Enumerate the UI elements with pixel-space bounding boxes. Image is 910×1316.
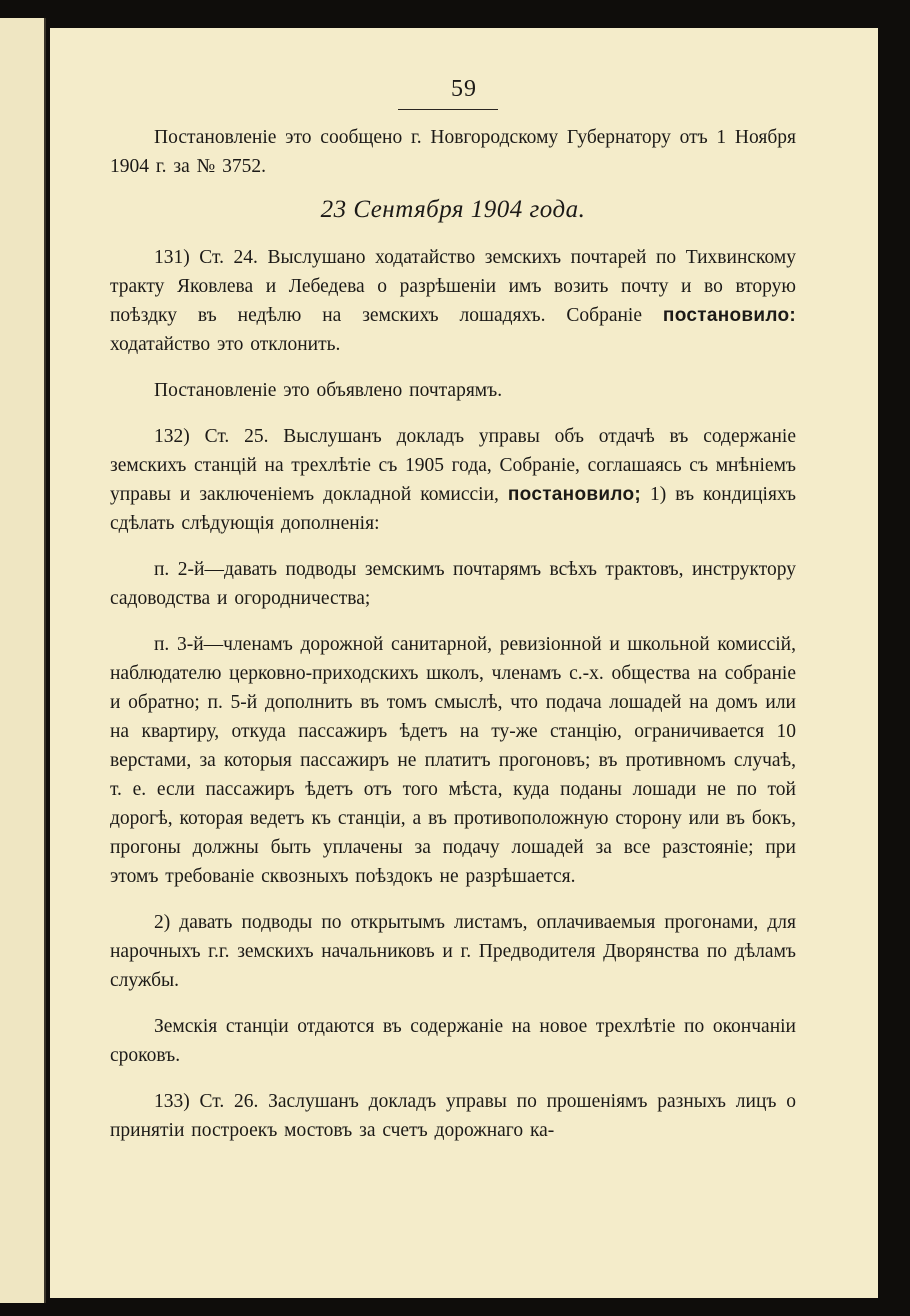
item-132-paragraph [110,422,796,538]
notification-paragraph: Постановленіе это сообщено г. Новгородскому Губернатору отъ 1 Ноября 1904 г. за № 3752. [110,127,796,177]
subpoint-2-paragraph: 2) давать подводы по открытымъ листамъ, оплачиваемыя прогонами, для нарочныхъ г.г. земскихъ начальниковъ и г. Предводителя Дворянства по дѣламъ службы. [110,912,796,991]
item-132-resolution: 1) въ кондиціяхъ сдѣлать слѣдующія дополненія: [110,484,796,534]
page-number: 59 [451,76,477,102]
point-2-paragraph: п. 2-й—давать подводы земскимъ почтарямъ всѣхъ трактовъ, инструктору садоводства и огородничества; [110,559,796,609]
date-heading: 23 Сентября 1904 года. [320,196,586,223]
stations-paragraph: Земскія станціи отдаются въ содержаніе на новое трехлѣтіе по окончаніи сроковъ. [110,1016,796,1066]
item-131-paragraph [110,243,796,359]
document-page [50,28,878,1298]
page-body [110,123,796,1145]
point-3-paragraph: п. 3-й—членамъ дорожной санитарной, ревизіонной и школьной комиссій, наблюдателю церковно-приходскихъ школъ, членамъ с.-х. общества на собраніе и обратно; п. 5-й дополнить въ томъ смыслѣ, что подача лошадей на домъ или на квартиру, откуда пассажиръ ѣдетъ на ту-же станцію, ограничивается 10 верстами, за которыя пассажиръ не платитъ прогоновъ; въ противномъ случаѣ, т. е. если пассажиръ ѣдетъ отъ того мѣста, куда поданы лошади не по той дорогѣ, которая ведетъ къ станціи, а въ противоположную сторону или въ бокъ, прогоны должны быть уплачены за подачу лошадей за все разстояніе; при этомъ требованіе сквозныхъ поѣздокъ не разрѣшается. [110,634,796,887]
item-132-text: 132) Ст. 25. Выслушанъ докладъ управы объ отдачѣ въ содержаніе земскихъ станцій на трехлѣтіе съ 1905 года, Собраніе, соглашаясь съ мнѣніемъ управы и заключеніемъ докладной комиссіи, [110,426,796,505]
facing-page-edge [0,18,46,1303]
announcement-paragraph: Постановленіе это объявлено почтарямъ. [154,380,503,401]
item-131-text: 131) Ст. 24. Выслушано ходатайство земскихъ почтарей по Тихвинскому тракту Яковлева и Лебедева о разрѣшеніи имъ возить почту и во вторую поѣздку въ недѣлю на земскихъ лошадяхъ. Собраніе [110,247,796,326]
resolved-word-2: постановило; [507,484,641,505]
resolved-word: постановило: [662,305,796,326]
item-133-paragraph: 133) Ст. 26. Заслушанъ докладъ управы по прошеніямъ разныхъ лицъ о принятіи построекъ мостовъ за счетъ дорожнаго ка- [110,1091,796,1141]
item-131-resolution: ходатайство это отклонить. [110,334,341,355]
page-number-rule [398,109,498,110]
